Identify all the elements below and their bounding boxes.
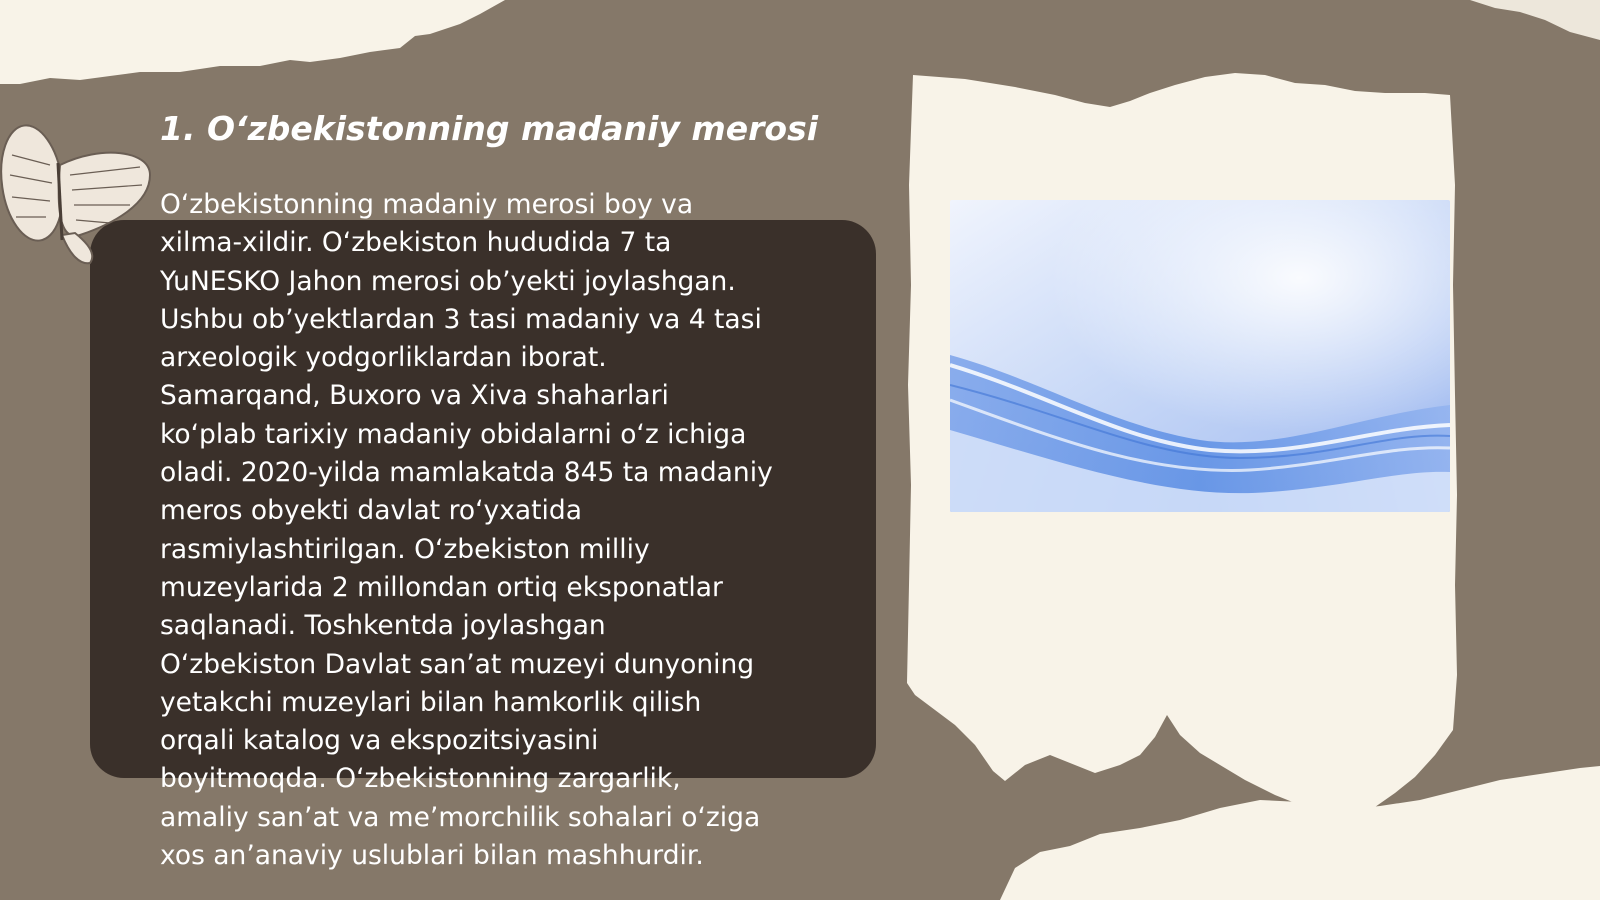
body-paragraph — [160, 186, 850, 875]
body-line: boyitmoqda. O‘zbekistonning zargarlik, — [160, 763, 681, 795]
body-line: YuNESKO Jahon merosi ob’yekti joylashgan. — [160, 265, 736, 297]
body-line: muzeylarida 2 millondan ortiq eksponatlar — [160, 571, 723, 603]
blue-wave-image — [950, 200, 1450, 512]
body-line: xilma-xildir. O‘zbekiston hududida 7 ta — [160, 227, 672, 259]
body-line: rasmiylashtirilgan. O‘zbekiston milliy — [160, 533, 650, 565]
body-line: O‘zbekiston Davlat san’at muzeyi dunyoning — [160, 648, 755, 680]
body-line: xos an’anaviy uslublari bilan mashhurdir. — [160, 840, 704, 872]
body-line: Ushbu ob’yektlardan 3 tasi madaniy va 4 tasi — [160, 303, 762, 335]
body-line: amaliy san’at va me’morchilik sohalari o‘ziga — [160, 801, 761, 833]
body-line: meros obyekti davlat ro‘yxatida — [160, 495, 582, 527]
body-line: ko‘plab tarixiy madaniy obidalarni o‘z ichiga — [160, 418, 747, 450]
body-line: arxeologik yodgorliklardan iborat. — [160, 342, 607, 374]
body-line: orqali katalog va ekspozitsiyasini — [160, 725, 599, 757]
body-line: yetakchi muzeylari bilan hamkorlik qilish — [160, 686, 702, 718]
slide-title: 1. O‘zbekistonning madaniy merosi — [160, 109, 819, 148]
butterfly-icon — [0, 105, 170, 275]
body-line: O‘zbekistonning madaniy merosi boy va — [160, 189, 694, 220]
body-line: Samarqand, Buxoro va Xiva shaharlari — [160, 380, 669, 412]
body-line: saqlanadi. Toshkentda joylashgan — [160, 610, 606, 642]
body-line: oladi. 2020-yilda mamlakatda 845 ta madaniy — [160, 457, 773, 489]
